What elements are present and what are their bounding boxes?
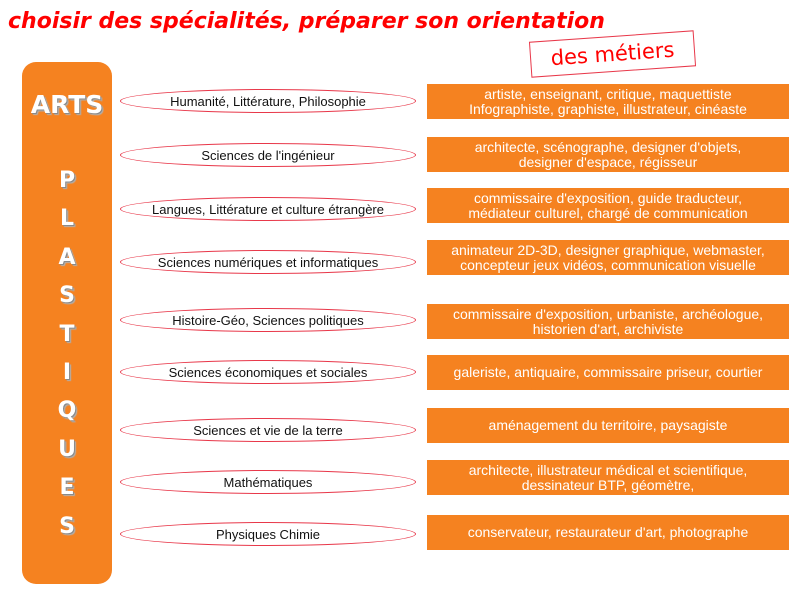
specialite-label: Sciences numériques et informatiques — [157, 254, 379, 270]
metiers-box — [427, 408, 789, 443]
specialite-oval — [120, 89, 416, 113]
metiers-text: aménagement du territoire, paysagiste — [488, 417, 728, 433]
specialite-oval — [120, 522, 416, 546]
metiers-box — [427, 84, 789, 119]
metiers-box — [427, 515, 789, 550]
arts-plastiques-bar — [22, 62, 112, 584]
specialite-label: Humanité, Littérature, Philosophie — [170, 93, 366, 109]
metiers-text: commissaire d'exposition, guide traducteur, médiateur culturel, chargé de communication — [468, 189, 748, 221]
specialite-label: Sciences de l'ingénieur — [201, 147, 335, 163]
page-title: choisir des spécialités, préparer son orientation — [8, 9, 605, 34]
metiers-box — [427, 188, 789, 223]
metiers-text: architecte, illustrateur médical et scientifique, dessinateur BTP, géomètre, — [468, 461, 748, 493]
metiers-text: galeriste, antiquaire, commissaire priseur, courtier — [453, 364, 763, 380]
specialite-oval — [120, 143, 416, 167]
letter: S — [59, 513, 75, 539]
letter: U — [58, 436, 76, 462]
letter: S — [59, 283, 75, 309]
specialite-label: Histoire-Géo, Sciences politiques — [172, 312, 364, 328]
specialite-oval — [120, 418, 416, 442]
metiers-box — [427, 460, 789, 495]
metiers-text: artiste, enseignant, critique, maquettiste Infographiste, graphiste, illustrateur, cinéaste — [469, 85, 747, 117]
metiers-box — [427, 240, 789, 275]
letter: I — [62, 359, 72, 385]
letter: P — [58, 168, 76, 193]
metiers-box — [427, 304, 789, 339]
specialite-label: Mathématiques — [223, 474, 313, 490]
metiers-label: des métiers — [529, 30, 696, 77]
letter: T — [59, 321, 75, 347]
letter: E — [59, 475, 75, 501]
letter: Q — [57, 398, 77, 424]
metiers-text: conservateur, restaurateur d'art, photographe — [467, 524, 749, 540]
specialite-label: Sciences et vie de la terre — [193, 422, 343, 438]
metiers-box — [427, 137, 789, 172]
specialite-label: Langues, Littérature et culture étrangère — [152, 201, 384, 217]
specialite-oval — [120, 197, 416, 221]
metiers-text: commissaire d'exposition, urbaniste, archéologue, historien d'art, archiviste — [452, 305, 764, 337]
vertical-word-letters — [22, 162, 112, 546]
specialite-oval — [120, 470, 416, 494]
arts-word: ARTS — [30, 90, 104, 119]
specialite-label: Physiques Chimie — [215, 526, 321, 542]
metiers-box — [427, 355, 789, 390]
specialite-oval — [120, 250, 416, 274]
specialite-label: Sciences économiques et sociales — [168, 364, 368, 380]
specialite-oval — [120, 360, 416, 384]
letter: L — [59, 206, 75, 232]
metiers-text: architecte, scénographe, designer d'objets, designer d'espace, régisseur — [474, 138, 742, 170]
specialite-oval — [120, 308, 416, 332]
letter: A — [58, 244, 76, 270]
metiers-text: animateur 2D-3D, designer graphique, webmaster, concepteur jeux vidéos, communication visuelle — [451, 241, 765, 273]
